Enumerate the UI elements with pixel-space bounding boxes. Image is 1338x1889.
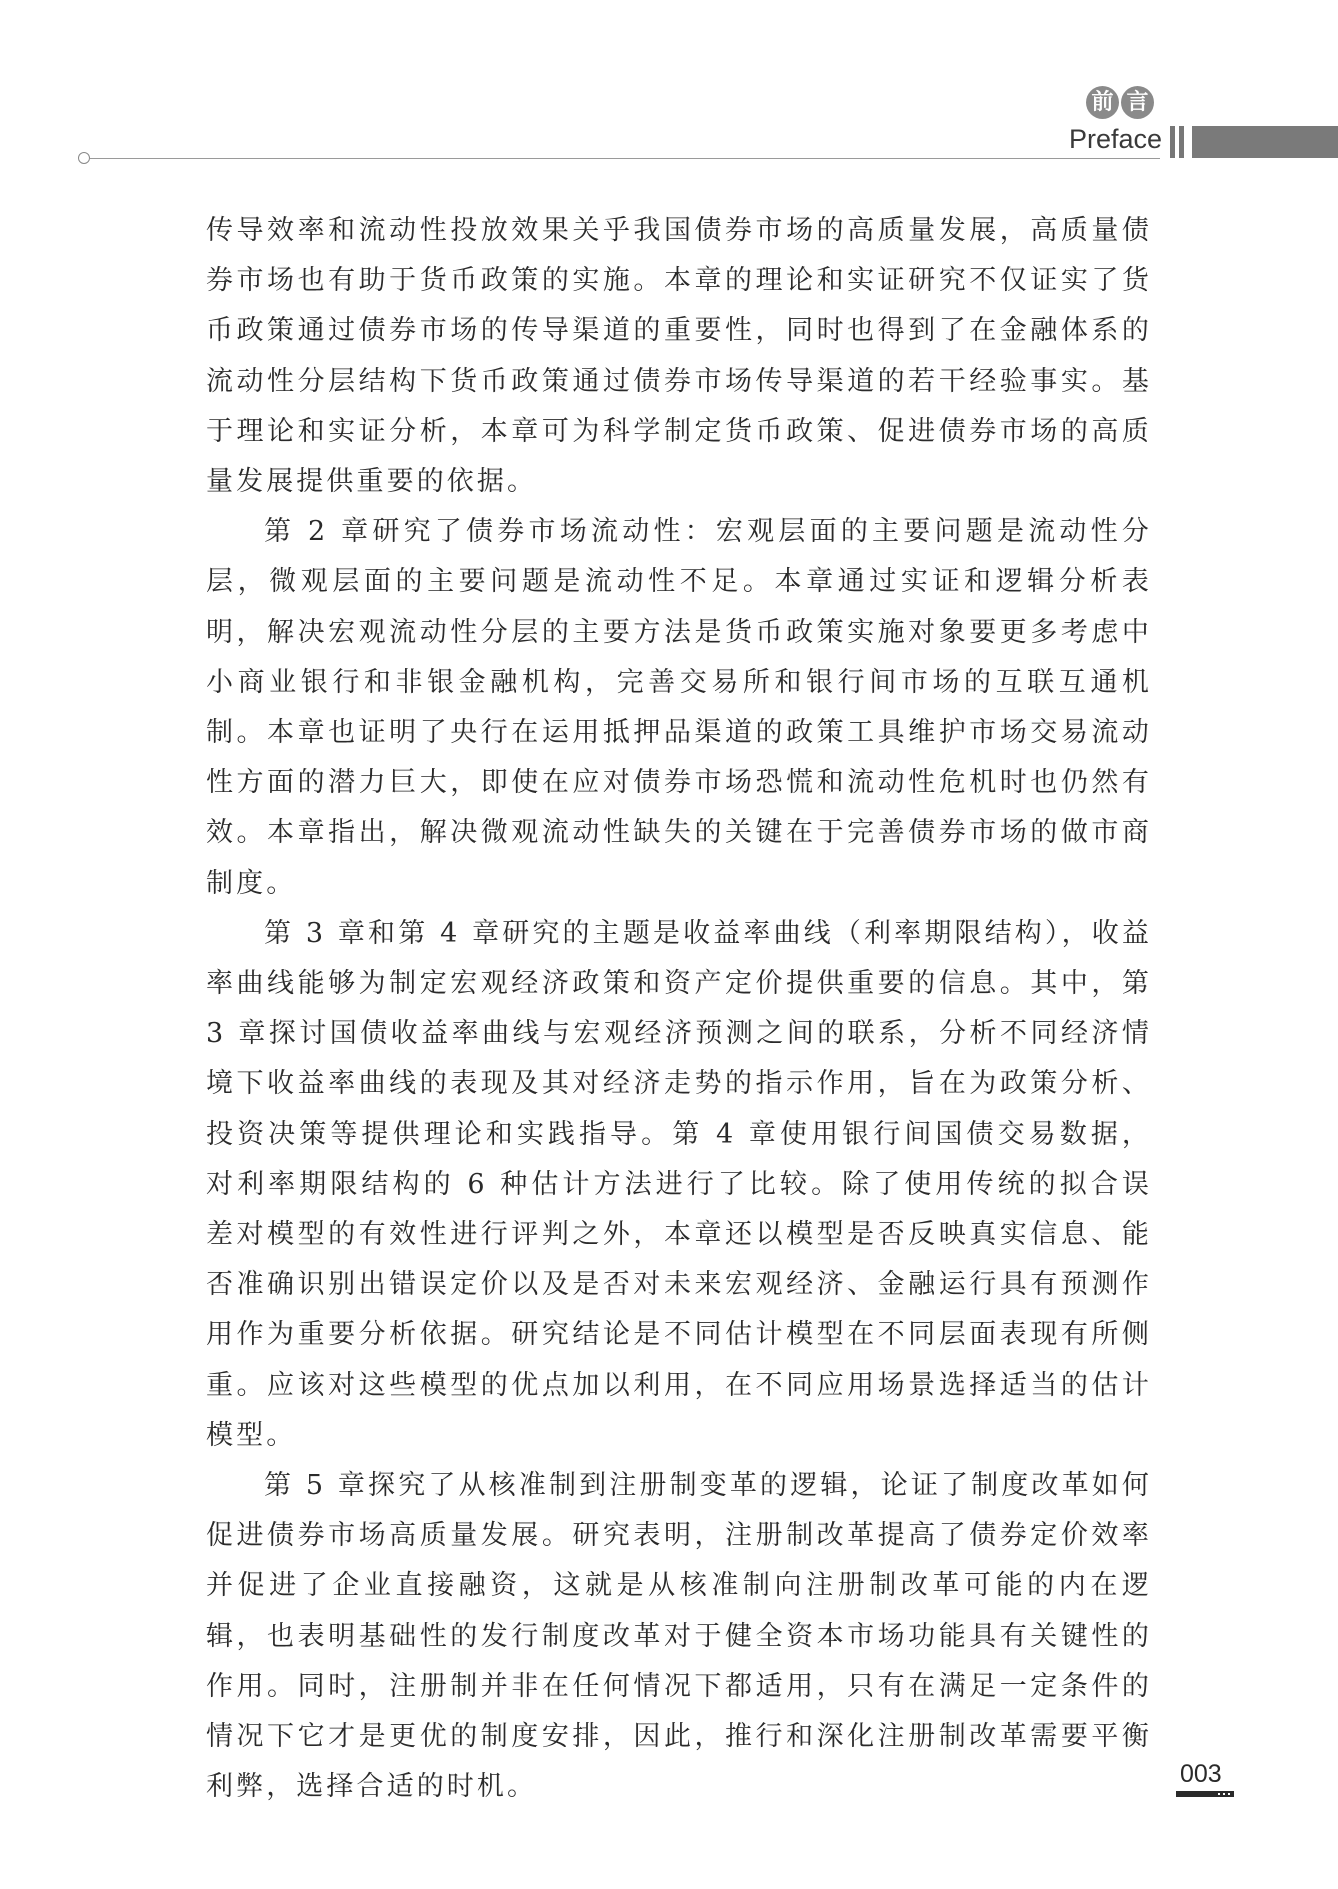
header-rule-dot (78, 152, 90, 164)
paragraph-2: 第 2 章研究了债券市场流动性：宏观层面的主要问题是流动性分层，微观层面的主要问题是流动性不足。本章通过实证和逻辑分析表明，解决宏观流动性分层的主要方法是货币政策实施对象要更多考虑中小商业银行和非银金融机构，完善交易所和银行间市场的互联互通机制。本章也证明了央行在运用抵押品渠道的政策工具维护市场交易流动性方面的潜力巨大，即使在应对债券市场恐慌和流动性危机时也仍然有效。本章指出，解决微观流动性缺失的关键在于完善债券市场的做市商制度。 (206, 516, 1152, 899)
header-title-en: Preface (1068, 124, 1162, 154)
header-char-1: 前 (1086, 86, 1119, 119)
page-number: 003 (1180, 1760, 1222, 1788)
body-text (206, 206, 1152, 1813)
paragraph-4: 第 5 章探究了从核准制到注册制变革的逻辑，论证了制度改革如何促进债券市场高质量发展。研究表明，注册制改革提高了债券定价效率并促进了企业直接融资，这就是从核准制向注册制改革可能的内在逻辑，也表明基础性的发行制度改革对于健全资本市场功能具有关键性的作用。同时，注册制并非在任何情况下都适用，只有在满足一定条件的情况下它才是更优的制度安排，因此，推行和深化注册制改革需要平衡利弊，选择合适的时机。 (206, 1470, 1152, 1803)
paragraph-3: 第 3 章和第 4 章研究的主题是收益率曲线（利率期限结构），收益率曲线能够为制定宏观经济政策和资产定价提供重要的信息。其中，第 3 章探讨国债收益率曲线与宏观经济预测之间的联系，分析不同经济情境下收益率曲线的表现及其对经济走势的指示作用，旨在为政策分析、投资决策等提供理论和实践指导。第 4 章使用银行间国债交易数据，对利率期限结构的 6 种估计方法进行了比较。除了使用传统的拟合误差对模型的有效性进行评判之外，本章还以模型是否反映真实信息、能否准确识别出错误定价以及是否对未来宏观经济、金融运行具有预测作用作为重要分析依据。研究结论是不同估计模型在不同层面表现有所侧重。应该对这些模型的优点加以利用，在不同应用场景选择适当的估计模型。 (206, 917, 1152, 1451)
page-number-bar (1176, 1791, 1234, 1797)
header-block (1192, 126, 1338, 158)
header-title-zh (1086, 86, 1156, 120)
header-rule (90, 158, 1160, 159)
paragraph-1: 传导效率和流动性投放效果关乎我国债券市场的高质量发展，高质量债券市场也有助于货币政策的实施。本章的理论和实证研究不仅证实了货币政策通过债券市场的传导渠道的重要性，同时也得到了在金融体系的流动性分层结构下货币政策通过债券市场传导渠道的若干经验事实。基于理论和实证分析，本章可为科学制定货币政策、促进债券市场的高质量发展提供重要的依据。 (206, 215, 1152, 498)
header-bars (1170, 126, 1184, 158)
header-char-2: 言 (1121, 86, 1154, 119)
